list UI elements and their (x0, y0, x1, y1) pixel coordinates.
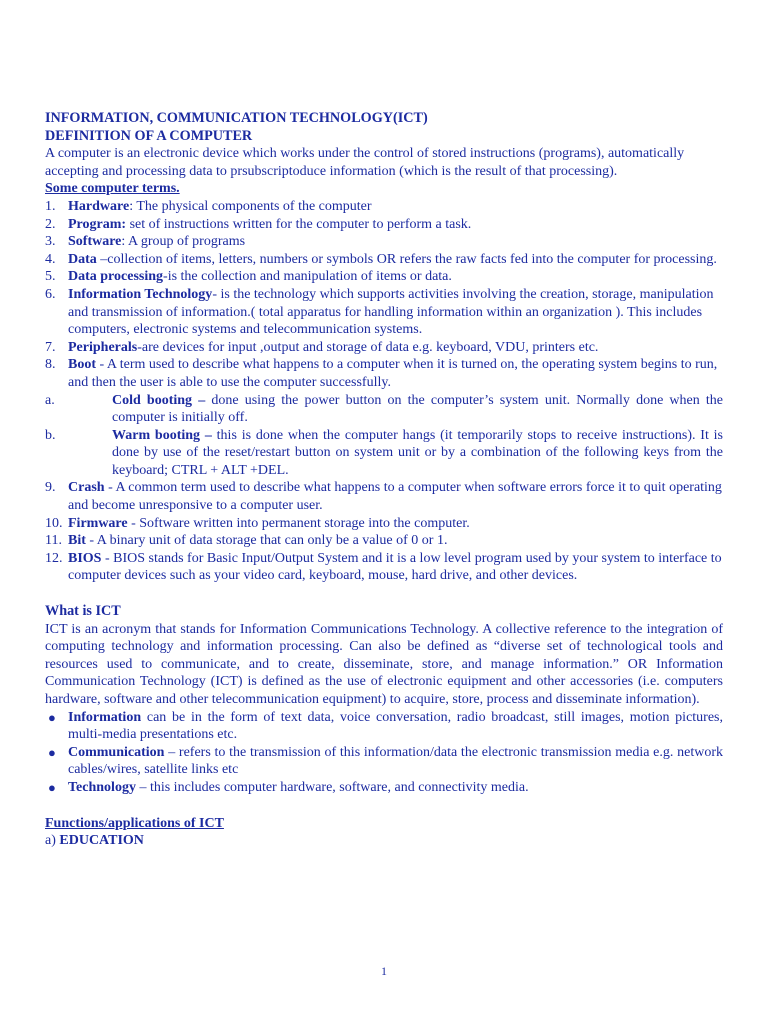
bullet-icon: ● (48, 779, 56, 795)
list-item: ● Technology – this includes computer hardware, software, and connectivity media. (48, 779, 529, 795)
bullet-icon: ● (48, 709, 56, 725)
list-item: ● Communication – refers to the transmission of this information/data the electronic transmission media e.g. network cables/wires, satellite links etc (48, 744, 723, 778)
list-item: 9. Crash - A common term used to describe what happens to a computer when software errors force it to quit operating and become unresponsive to a computer user. (45, 480, 722, 514)
education-heading: a) EDUCATION (45, 833, 144, 849)
list-item: 3. Software: A group of programs (45, 234, 246, 250)
list-item: 4. Data –collection of items, letters, numbers or symbols OR refers the raw facts fed into the computer for processing. (45, 251, 717, 267)
list-item: 12. BIOS - BIOS stands for Basic Input/Output System and it is a low level program used by your system to interface to computer devices such as your video card, keyboard, mouse, hard drive, and other devices. (45, 550, 722, 584)
list-item: 1. Hardware: The physical components of the computer (45, 198, 372, 214)
terms-list (45, 198, 723, 585)
list-item: 6. Information Technology- is the technology which supports activities involving the creation, storage, manipulation and transmission of information.( total apparatus for handling information within an organization ). This includes computers, electronic systems and telecommunication systems. (45, 286, 714, 338)
list-item: 5. Data processing-is the collection and manipulation of items or data. (45, 269, 452, 285)
list-item: 10. Firmware - Software written into permanent storage into the computer. (45, 515, 470, 531)
page-title: INFORMATION, COMMUNICATION TECHNOLOGY(ICT) (45, 110, 428, 126)
functions-heading: Functions/applications of ICT (45, 815, 224, 831)
list-item: b. Warm booting – this is done when the computer hangs (it temporarily stops to receive instructions). It is done by use of the reset/restart button on system unit or by a combination of the following keys from the keyboard; CTRL + ALT +DEL. (45, 427, 723, 478)
ict-bullet-list (45, 709, 723, 797)
list-item: 2. Program: set of instructions written for the computer to perform a task. (45, 216, 472, 232)
boot-sublist (45, 392, 723, 480)
list-item: 7. Peripherals-are devices for input ,output and storage of data e.g. keyboard, VDU, printers etc. (45, 339, 599, 355)
page-number: 1 (381, 964, 387, 978)
list-item: a. Cold booting – done using the power button on the computer’s system unit. Normally done when the computer is initially off. (45, 392, 723, 426)
list-item: 11. Bit - A binary unit of data storage that can only be a value of 0 or 1. (45, 533, 448, 549)
ict-paragraph: ICT is an acronym that stands for Information Communications Technology. A collective reference to the integration of computing technology and information processing. Can also be defined as “diverse set of technological tools and resources used to communicate, and to create, disseminate, store, and manage information.” OR Information Communication Technology (ICT) is defined as the use of electronic equipment and other accessories (i.e. computers hardware, software and other telecommunication equipment) to acquire, store, process and disseminate information). (45, 621, 723, 707)
intro-paragraph: A computer is an electronic device which works under the control of stored instructions (programs), automatically accepting and processing data to prsubscriptoduce information (which is the result of that processing). (45, 146, 685, 179)
list-item: ● Information can be in the form of text data, voice conversation, radio broadcast, still images, motion pictures, multi-media presentations etc. (48, 709, 723, 743)
bullet-icon: ● (48, 744, 56, 760)
list-item: 8. Boot - A term used to describe what happens to a computer when it is turned on, the operating system begins to run, and then the user is able to use the computer successfully. a. Cold booting – done using the power button on the computer’s system unit. Normally done when the computer is initially off. b. Warm booting – this is done when the computer hangs (it temporarily stops to receive instructions). It is done by use of the reset/restart button on system unit or by a combination of the following keys from the keyboard; CTRL + ALT +DEL. (45, 357, 723, 478)
section-title-definition: DEFINITION OF A COMPUTER (45, 127, 253, 144)
section-title-ict: What is ICT (45, 603, 121, 620)
terms-heading: Some computer terms. (45, 181, 180, 197)
document-body (45, 110, 723, 850)
